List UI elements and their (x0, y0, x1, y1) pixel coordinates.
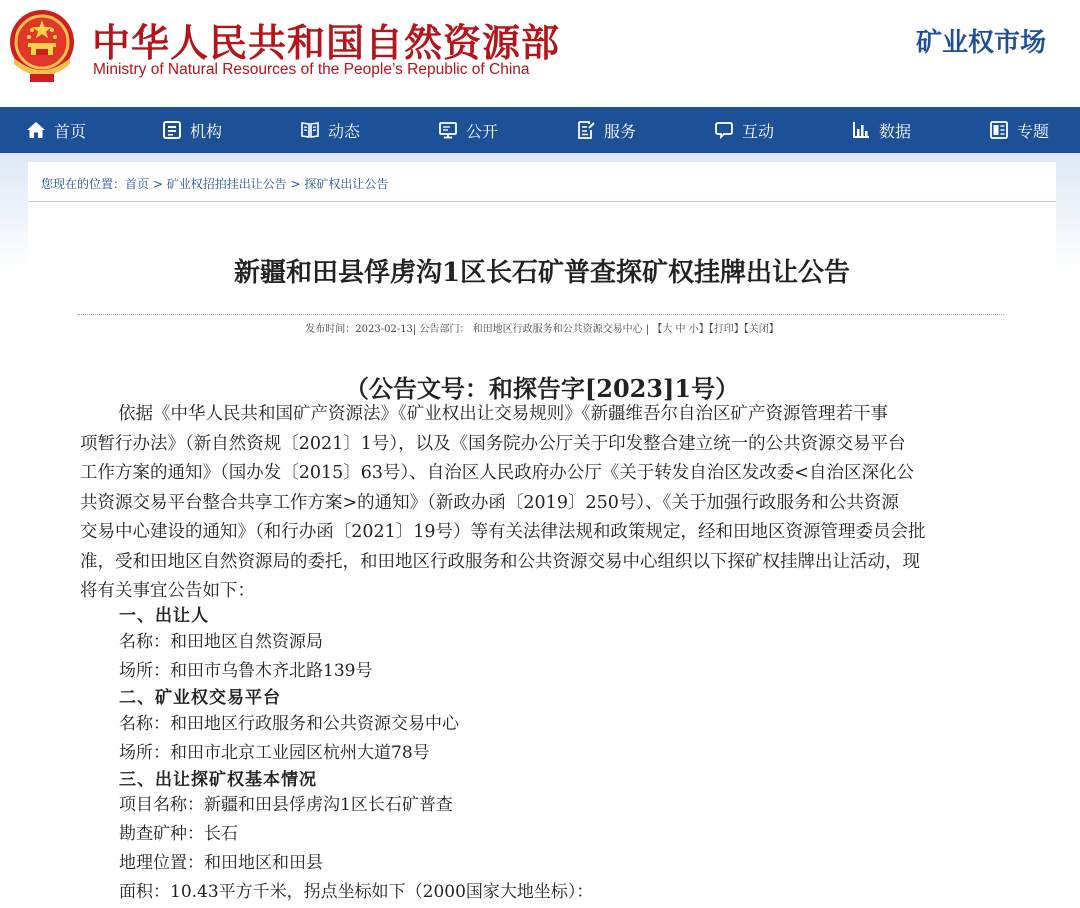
nav-item-topics[interactable] (989, 107, 1049, 153)
nav-item-label: 专题 (1017, 121, 1050, 141)
article-intro (80, 400, 1010, 607)
nav-item-label: 数据 (879, 121, 912, 141)
main-nav (0, 107, 1080, 153)
breadcrumb-separator: > (149, 177, 167, 191)
intro-line: 工作方案的通知》（国办发〔2015〕63号）、自治区人民政府办公厅《关于转发自治区发改委<自治区深化公 (80, 463, 914, 483)
section-line: 场所：和田市乌鲁木齐北路139号 (119, 661, 373, 681)
intro-line: 项暂行办法》（新自然资规〔2021〕1号），以及《国务院办公厅关于印发整合建立统一的公共资源交易平台 (80, 433, 906, 454)
breadcrumb-separator: > (286, 177, 305, 191)
form-icon (576, 120, 596, 140)
nav-item-label: 公开 (466, 121, 499, 141)
nav-item-label: 服务 (604, 121, 637, 141)
intro-line: 准，受和田地区自然资源局的委托，和田地区行政服务和公共资源交易中心组织以下探矿权挂牌出让活动，现 (80, 551, 920, 572)
nav-item-data[interactable] (851, 107, 911, 153)
section-line: 面积：10.43平方千米，拐点坐标如下（2000国家大地坐标）： (119, 882, 594, 902)
nav-item-public[interactable] (438, 107, 498, 153)
monitor-icon (438, 120, 458, 140)
breadcrumb-current-link[interactable]: 探矿权出让公告 (304, 177, 389, 191)
section-line: 项目名称：新疆和田县俘虏沟1区长石矿普查 (119, 795, 453, 815)
nav-item-home[interactable] (26, 107, 86, 153)
article-title: 新疆和田县俘虏沟1区长石矿普查探矿权挂牌出让公告 (233, 258, 851, 288)
article-panel (28, 162, 1056, 908)
title-divider (78, 314, 1004, 315)
section-line: 地理位置：和田地区和田县 (119, 853, 323, 873)
intro-line: 交易中心建设的通知》（和行办函〔2021〕19号）等有关法律法规和政策规定，经和田地区资源管理委员会批 (80, 522, 926, 542)
section-line: 场所：和田市北京工业园区杭州大道78号 (119, 743, 430, 763)
article-meta: 发布时间：2023-02-13| 公告部门： 和田地区行政服务和公共资源交易中心 | 【大 中 小】【打印】【关闭】 (305, 324, 779, 335)
section-line: 勘查矿种：长石 (119, 824, 238, 844)
nav-item-label: 首页 (54, 121, 87, 141)
breadcrumb-home-link[interactable]: 首页 (125, 177, 150, 191)
intro-line: 将有关事宜公告如下： (80, 581, 255, 601)
breadcrumb (28, 162, 1056, 202)
document-number: （公告文号：和探告字[2023]1号） (344, 374, 740, 403)
site-title-en[interactable]: Ministry of Natural Resources of the People’s Republic of China (93, 61, 530, 78)
nav-item-label: 动态 (328, 121, 361, 141)
intro-line: 依据《中华人民共和国矿产资源法》《矿业权出让交易规则》《新疆维吾尔自治区矿产资源管理若干事 (118, 404, 888, 424)
news-icon (300, 120, 320, 140)
national-emblem-icon[interactable] (8, 8, 76, 86)
nav-item-org[interactable] (162, 107, 222, 153)
bar-chart-icon (851, 120, 871, 140)
nav-item-interact[interactable] (714, 107, 774, 153)
breadcrumb-prefix: 您现在的位置： (41, 177, 126, 191)
nav-item-label: 机构 (190, 121, 223, 141)
home-icon (26, 120, 46, 140)
chat-icon (714, 120, 734, 140)
nav-item-service[interactable] (576, 107, 636, 153)
site-header (0, 0, 1080, 107)
section-line: 名称：和田地区行政服务和公共资源交易中心 (119, 714, 459, 734)
book-icon (989, 120, 1009, 140)
site-title-cn[interactable]: 中华人民共和国自然资源部 (92, 21, 561, 65)
intro-line: 共资源交易平台整合共享工作方案>的通知》（新政办函〔2019〕250号）、《关于加强行政服务和公共资源 (80, 492, 899, 513)
nav-item-label: 互动 (742, 121, 775, 141)
section-line: 名称：和田地区自然资源局 (119, 632, 323, 652)
org-icon (162, 120, 182, 140)
nav-item-news[interactable] (300, 107, 360, 153)
section-heading: 二、矿业权交易平台 (119, 688, 281, 708)
section-title[interactable]: 矿业权市场 (915, 28, 1046, 58)
section-heading: 一、出让人 (119, 606, 209, 626)
breadcrumb-section-link[interactable]: 矿业权招拍挂出让公告 (166, 177, 287, 191)
section-heading: 三、出让探矿权基本情况 (119, 770, 317, 790)
